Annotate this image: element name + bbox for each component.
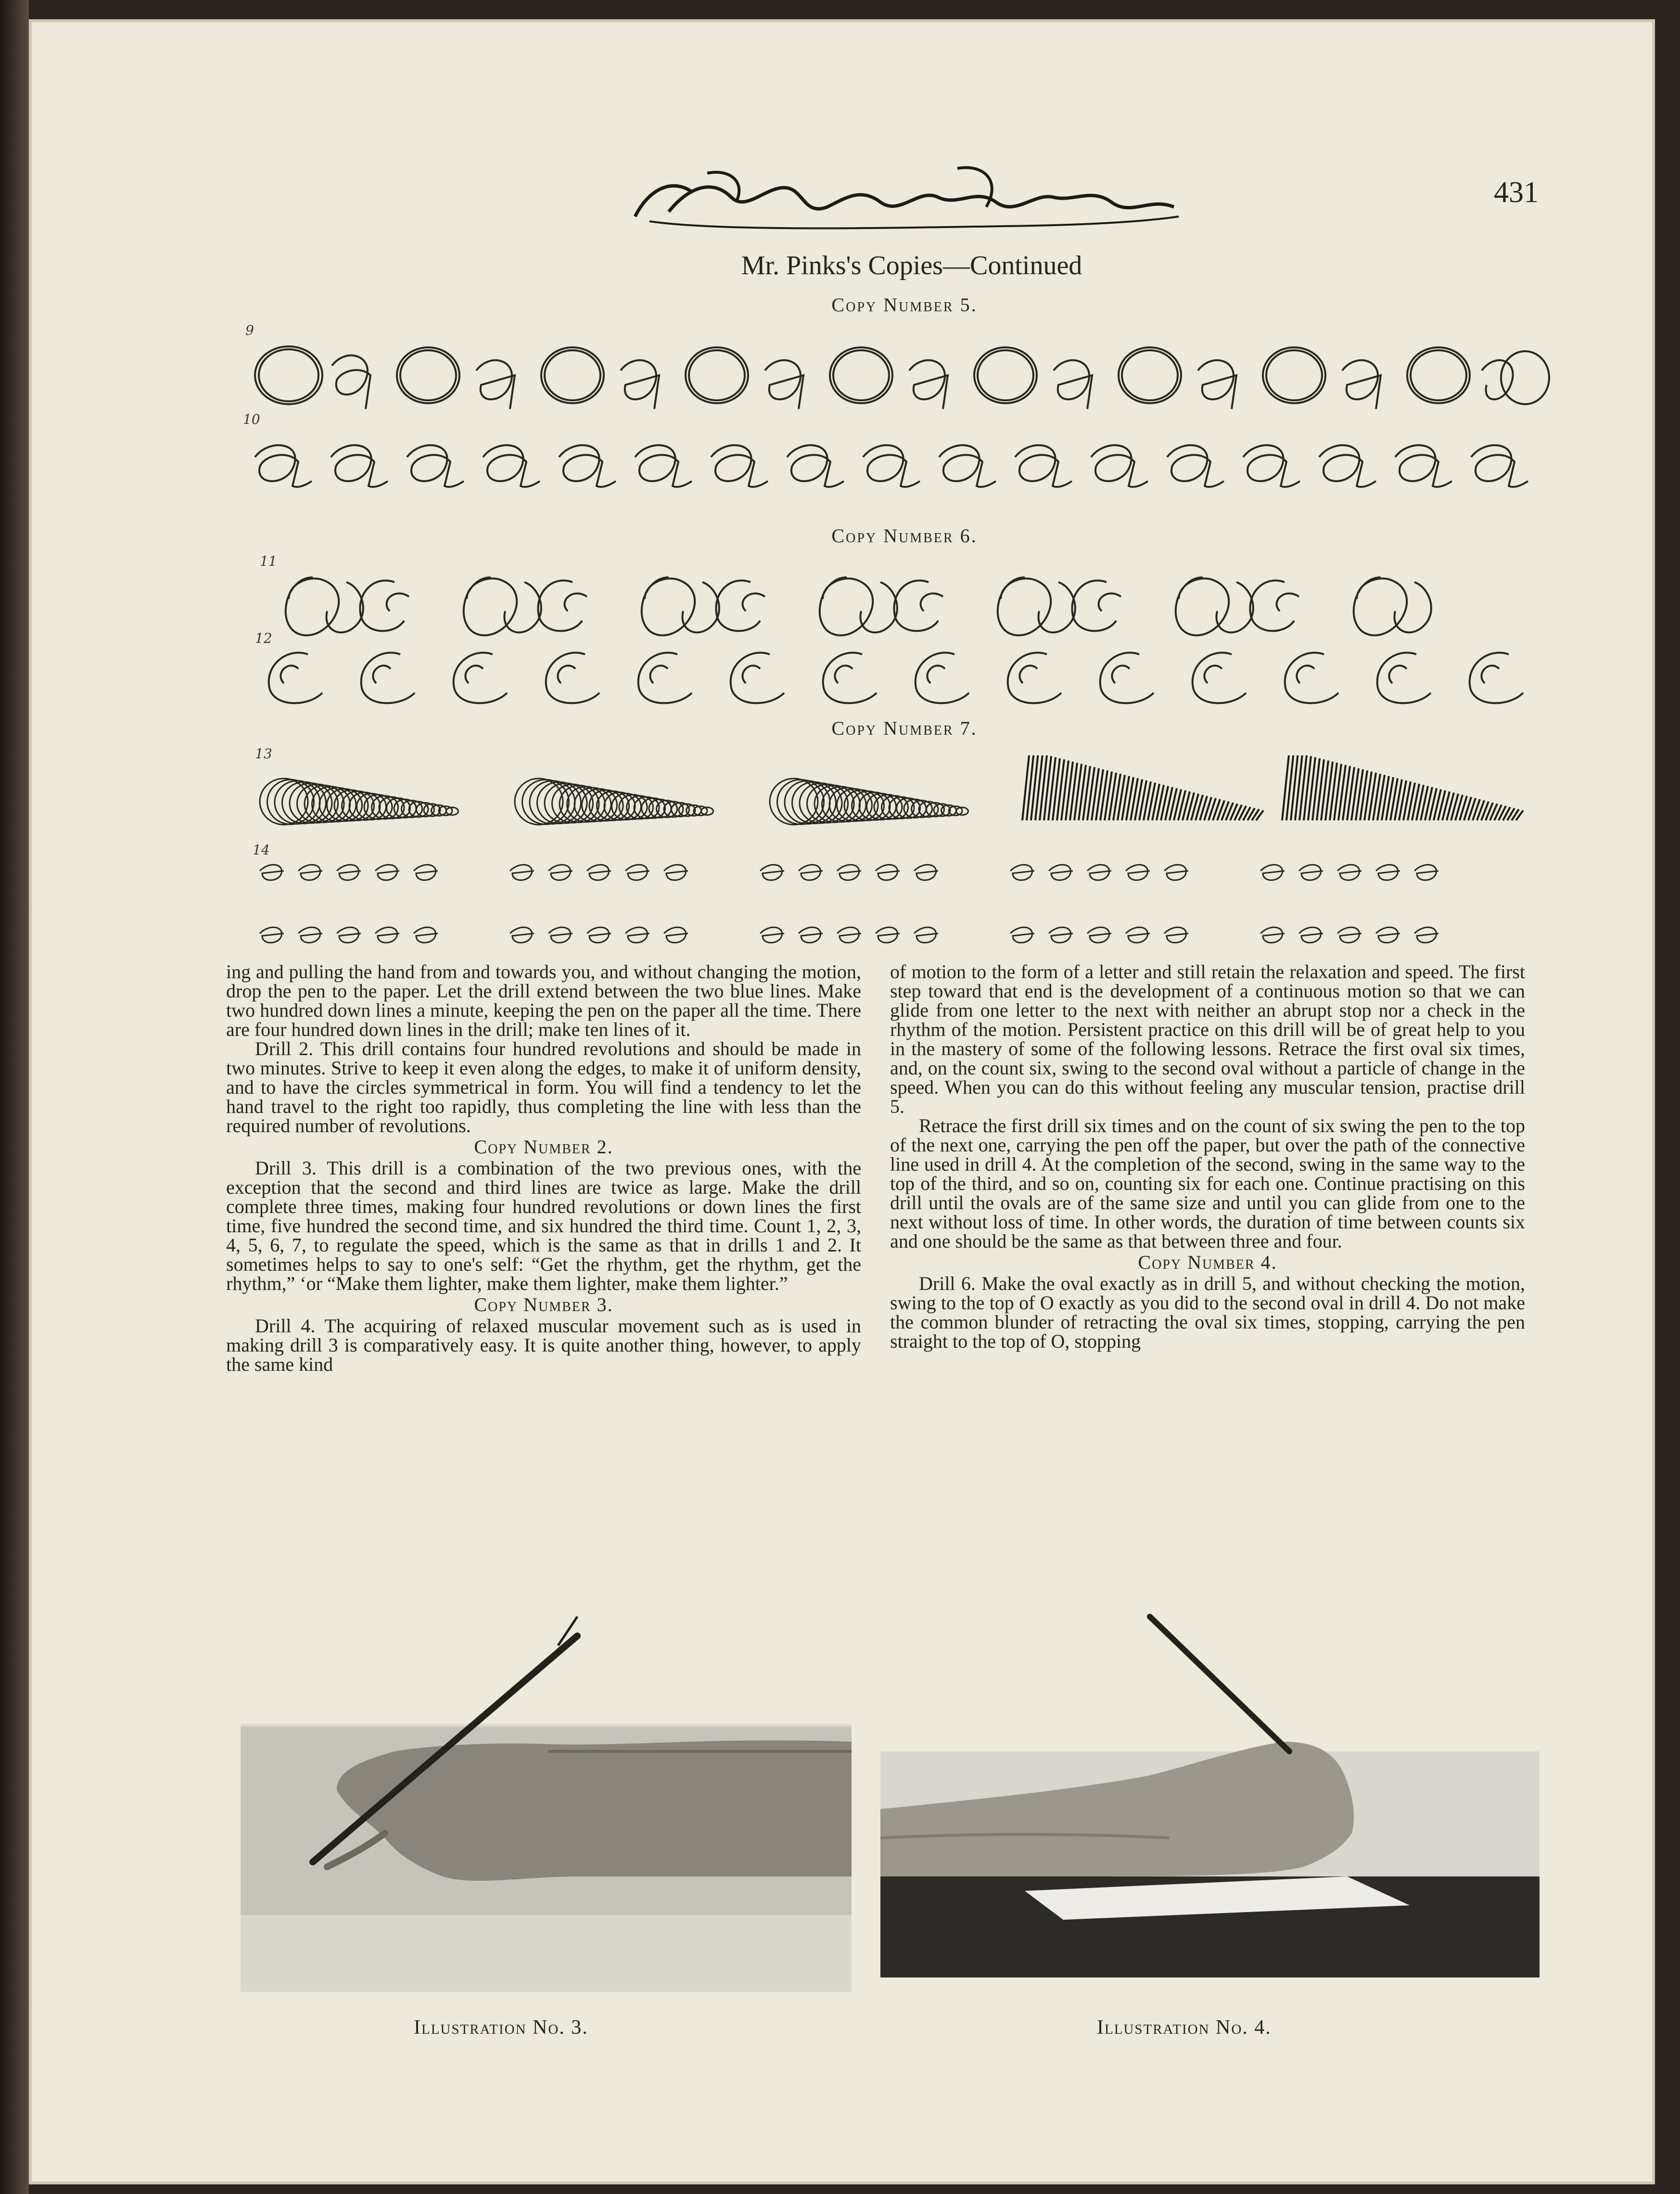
letter-o-mark — [1176, 577, 1229, 635]
copy6-label: Copy Number 6. — [831, 525, 978, 547]
left-paragraph: Drill 4. The acquiring of relaxed muscular movement such as is used in making drill 3 is comparatively easy. It is quite another thing, however, to apply the same kind — [226, 1315, 861, 1375]
letter-o-mark — [464, 577, 517, 635]
masthead-logo — [621, 159, 1193, 241]
small-o-mark — [1337, 865, 1362, 880]
small-o-mark — [1414, 865, 1438, 880]
small-o-mark — [914, 865, 938, 880]
letter-a-mark — [1319, 445, 1376, 487]
small-o-mark — [1299, 927, 1323, 943]
small-o-mark — [337, 927, 361, 943]
letter-a-mark — [255, 445, 312, 487]
left-column — [226, 962, 861, 1374]
oval-mark — [504, 582, 541, 632]
letter-c-mark — [1285, 652, 1338, 703]
letter-c-mark — [716, 580, 765, 631]
small-o-mark — [587, 927, 611, 943]
oval-mark — [1216, 582, 1253, 632]
letter-c-mark — [269, 652, 322, 703]
letter-a-mark — [407, 445, 464, 487]
letter-c-mark — [823, 652, 877, 703]
drill-row-12 — [255, 640, 1564, 707]
small-o-mark — [510, 865, 534, 880]
drill-row-13 — [255, 755, 1554, 837]
oval-mark — [1038, 582, 1075, 632]
small-o-mark — [414, 865, 438, 880]
letter-c-mark — [916, 652, 969, 703]
caption-illustration-4: Illustration No. 4. — [1097, 2016, 1272, 2039]
letter-c-mark — [1377, 652, 1431, 703]
left-paragraph: Drill 2. This drill contains four hundred revolutions and should be made in two minutes. Strive to keep it even along the edges, to make it of uniform density, and to have the circles symmetrical in form. You will find a tendency to let the hand travel to the right too rapidly, thus completing the line with less than the required number of revolutions. — [226, 1038, 861, 1136]
letter-c-mark — [1470, 652, 1523, 703]
right-column — [890, 962, 1525, 1351]
letter-c-mark — [1072, 580, 1121, 631]
letter-c-mark — [454, 652, 507, 703]
small-o-mark — [914, 927, 938, 943]
letter-a-mark — [331, 445, 388, 487]
drill-row-10 — [245, 423, 1554, 496]
letter-a-mark — [1471, 445, 1528, 487]
small-o-mark — [1049, 927, 1073, 943]
small-o-mark — [1414, 927, 1438, 943]
letter-o-mark — [1354, 577, 1407, 635]
small-o-mark — [625, 927, 649, 943]
letter-o-mark — [286, 577, 339, 635]
letter-c-mark — [538, 580, 587, 631]
small-o-mark — [625, 865, 649, 880]
illustration-4-photo — [880, 1607, 1540, 1977]
right-paragraph: Drill 6. Make the oval exactly as in drill 5, and without checking the motion, swing to the top of O exactly as you did to the second oval in drill 4. Do not make the common blunder of retracting the oval six times, stopping, carrying the pen straight to the top of O, stopping — [890, 1273, 1525, 1352]
small-o-mark — [1087, 865, 1111, 880]
letter-c-mark — [360, 580, 409, 631]
letter-c-mark — [361, 652, 415, 703]
letter-a-mark — [559, 445, 616, 487]
small-o-mark — [587, 865, 611, 880]
page — [29, 19, 1655, 2184]
letter-o-mark — [998, 577, 1051, 635]
small-o-mark — [260, 865, 284, 880]
small-o-mark — [1164, 927, 1188, 943]
oval-mark — [682, 582, 719, 632]
copy7-label: Copy Number 7. — [831, 717, 978, 739]
small-o-mark — [1087, 927, 1111, 943]
drill-row-11 — [255, 563, 1554, 645]
small-o-mark — [1126, 927, 1150, 943]
small-o-mark — [799, 927, 823, 943]
small-o-mark — [664, 865, 688, 880]
small-o-mark — [876, 927, 900, 943]
small-o-mark — [1260, 865, 1285, 880]
letter-c-mark — [894, 580, 943, 631]
letter-a-mark — [1167, 445, 1224, 487]
letter-a-mark — [787, 445, 844, 487]
small-o-mark — [1299, 865, 1323, 880]
small-o-mark — [375, 865, 399, 880]
drill-number-10: 10 — [243, 411, 260, 427]
small-o-mark — [375, 927, 399, 943]
small-o-mark — [298, 927, 322, 943]
small-o-mark — [1376, 927, 1400, 943]
drill-number-14: 14 — [253, 842, 270, 858]
letter-a-mark — [483, 445, 540, 487]
drill-row-14 — [250, 852, 1559, 957]
left-paragraph: ing and pulling the hand from and towards you, and without changing the motion, drop the pen to the paper. Let the drill extend between the two blue lines. Make two hundred down lines a minute, keeping the pen on the paper all the time. There are four hundred down lines in the drill; make ten lines of it. — [226, 961, 861, 1040]
small-o-mark — [548, 865, 573, 880]
letter-c-mark — [546, 652, 599, 703]
letter-a-mark — [1015, 445, 1072, 487]
page-number: 431 — [1494, 176, 1539, 209]
right-paragraph: of motion to the form of a letter and still retain the relaxation and speed. The first step toward that end is the development of a continuous motion so that we can glide from one letter to the next with neither an abrupt stop nor a check in the rhythm of the motion. Persistent practice on this drill will be of great help to you in the mastery of some of the following lessons. Retrace the first oval six times, and, on the count six, swing to the second oval without a particle of change in the speed. When you can do this without feeling any muscular tension, practise drill 5. — [890, 961, 1525, 1117]
section-title: Mr. Pinks's Copies—Continued — [741, 251, 1082, 281]
small-o-mark — [1126, 865, 1150, 880]
letter-c-mark — [638, 652, 692, 703]
oval-mark — [1394, 582, 1431, 632]
small-o-mark — [837, 865, 861, 880]
caption-illustration-3: Illustration No. 3. — [414, 2016, 588, 2039]
letter-a-mark — [1091, 445, 1148, 487]
copy2-subheading: Copy Number 2. — [474, 1136, 613, 1158]
small-o-mark — [1049, 865, 1073, 880]
copy3-subheading: Copy Number 3. — [474, 1294, 613, 1315]
drill-number-9: 9 — [245, 322, 254, 338]
letter-c-mark — [1008, 652, 1061, 703]
small-o-mark — [260, 927, 284, 943]
small-o-mark — [760, 927, 784, 943]
small-o-mark — [799, 865, 823, 880]
letter-c-mark — [1250, 580, 1299, 631]
oval-mark — [326, 582, 363, 632]
small-o-mark — [1260, 927, 1285, 943]
small-o-mark — [837, 927, 861, 943]
small-o-mark — [664, 927, 688, 943]
copy5-label: Copy Number 5. — [831, 294, 978, 316]
right-paragraph: Retrace the first drill six times and on the count of six swing the pen to the top of the next one, carrying the pen off the paper, but over the path of the connective line used in drill 4. At the completion of the second, swing in the same way to the top of the third, and so on, counting six for each one. Continue practising on this drill until the ovals are of the same size and until you can glide from one to the next without loss of time. In other words, the duration of time between counts six and one should be the same as that between three and four. — [890, 1115, 1525, 1252]
book-spine — [0, 0, 29, 2194]
small-o-mark — [510, 927, 534, 943]
small-o-mark — [298, 865, 322, 880]
letter-o-mark — [820, 577, 873, 635]
small-o-mark — [1337, 927, 1362, 943]
oval-mark — [860, 582, 897, 632]
small-o-mark — [876, 865, 900, 880]
copy4-subheading: Copy Number 4. — [1138, 1251, 1277, 1273]
letter-a-mark — [1243, 445, 1300, 487]
small-o-mark — [337, 865, 361, 880]
small-o-mark — [1164, 865, 1188, 880]
illustration-3-photo — [241, 1607, 852, 1992]
letter-c-mark — [1193, 652, 1246, 703]
letter-a-mark — [939, 445, 996, 487]
letter-o-mark — [642, 577, 695, 635]
letter-a-mark — [863, 445, 920, 487]
drill-number-12: 12 — [255, 630, 272, 646]
small-o-mark — [414, 927, 438, 943]
small-o-mark — [1010, 927, 1034, 943]
letter-c-mark — [1100, 652, 1154, 703]
left-paragraph: Drill 3. This drill is a combination of the two previous ones, with the exception that the second and third lines are twice as large. Make the drill complete three times, making four hundred revolutions or down lines the first time, five hundred the second time, and six hundred the third time. Count 1, 2, 3, 4, 5, 6, 7, to regulate the speed, which is the same as that in drills 1 and 2. It sometimes helps to say to one's self: “Get the rhythm, get the rhythm, get the rhythm,” ‘or “Make them lighter, make them lighter, make them lighter.” — [226, 1157, 861, 1294]
small-o-mark — [548, 927, 573, 943]
letter-c-mark — [731, 652, 784, 703]
small-o-mark — [760, 865, 784, 880]
drill-number-13: 13 — [255, 746, 272, 762]
drill-number-11: 11 — [260, 553, 277, 569]
drill-row-9 — [245, 332, 1554, 414]
letter-a-mark — [711, 445, 768, 487]
letter-a-mark — [1395, 445, 1452, 487]
small-o-mark — [1010, 865, 1034, 880]
letter-a-mark — [635, 445, 692, 487]
small-o-mark — [1376, 865, 1400, 880]
